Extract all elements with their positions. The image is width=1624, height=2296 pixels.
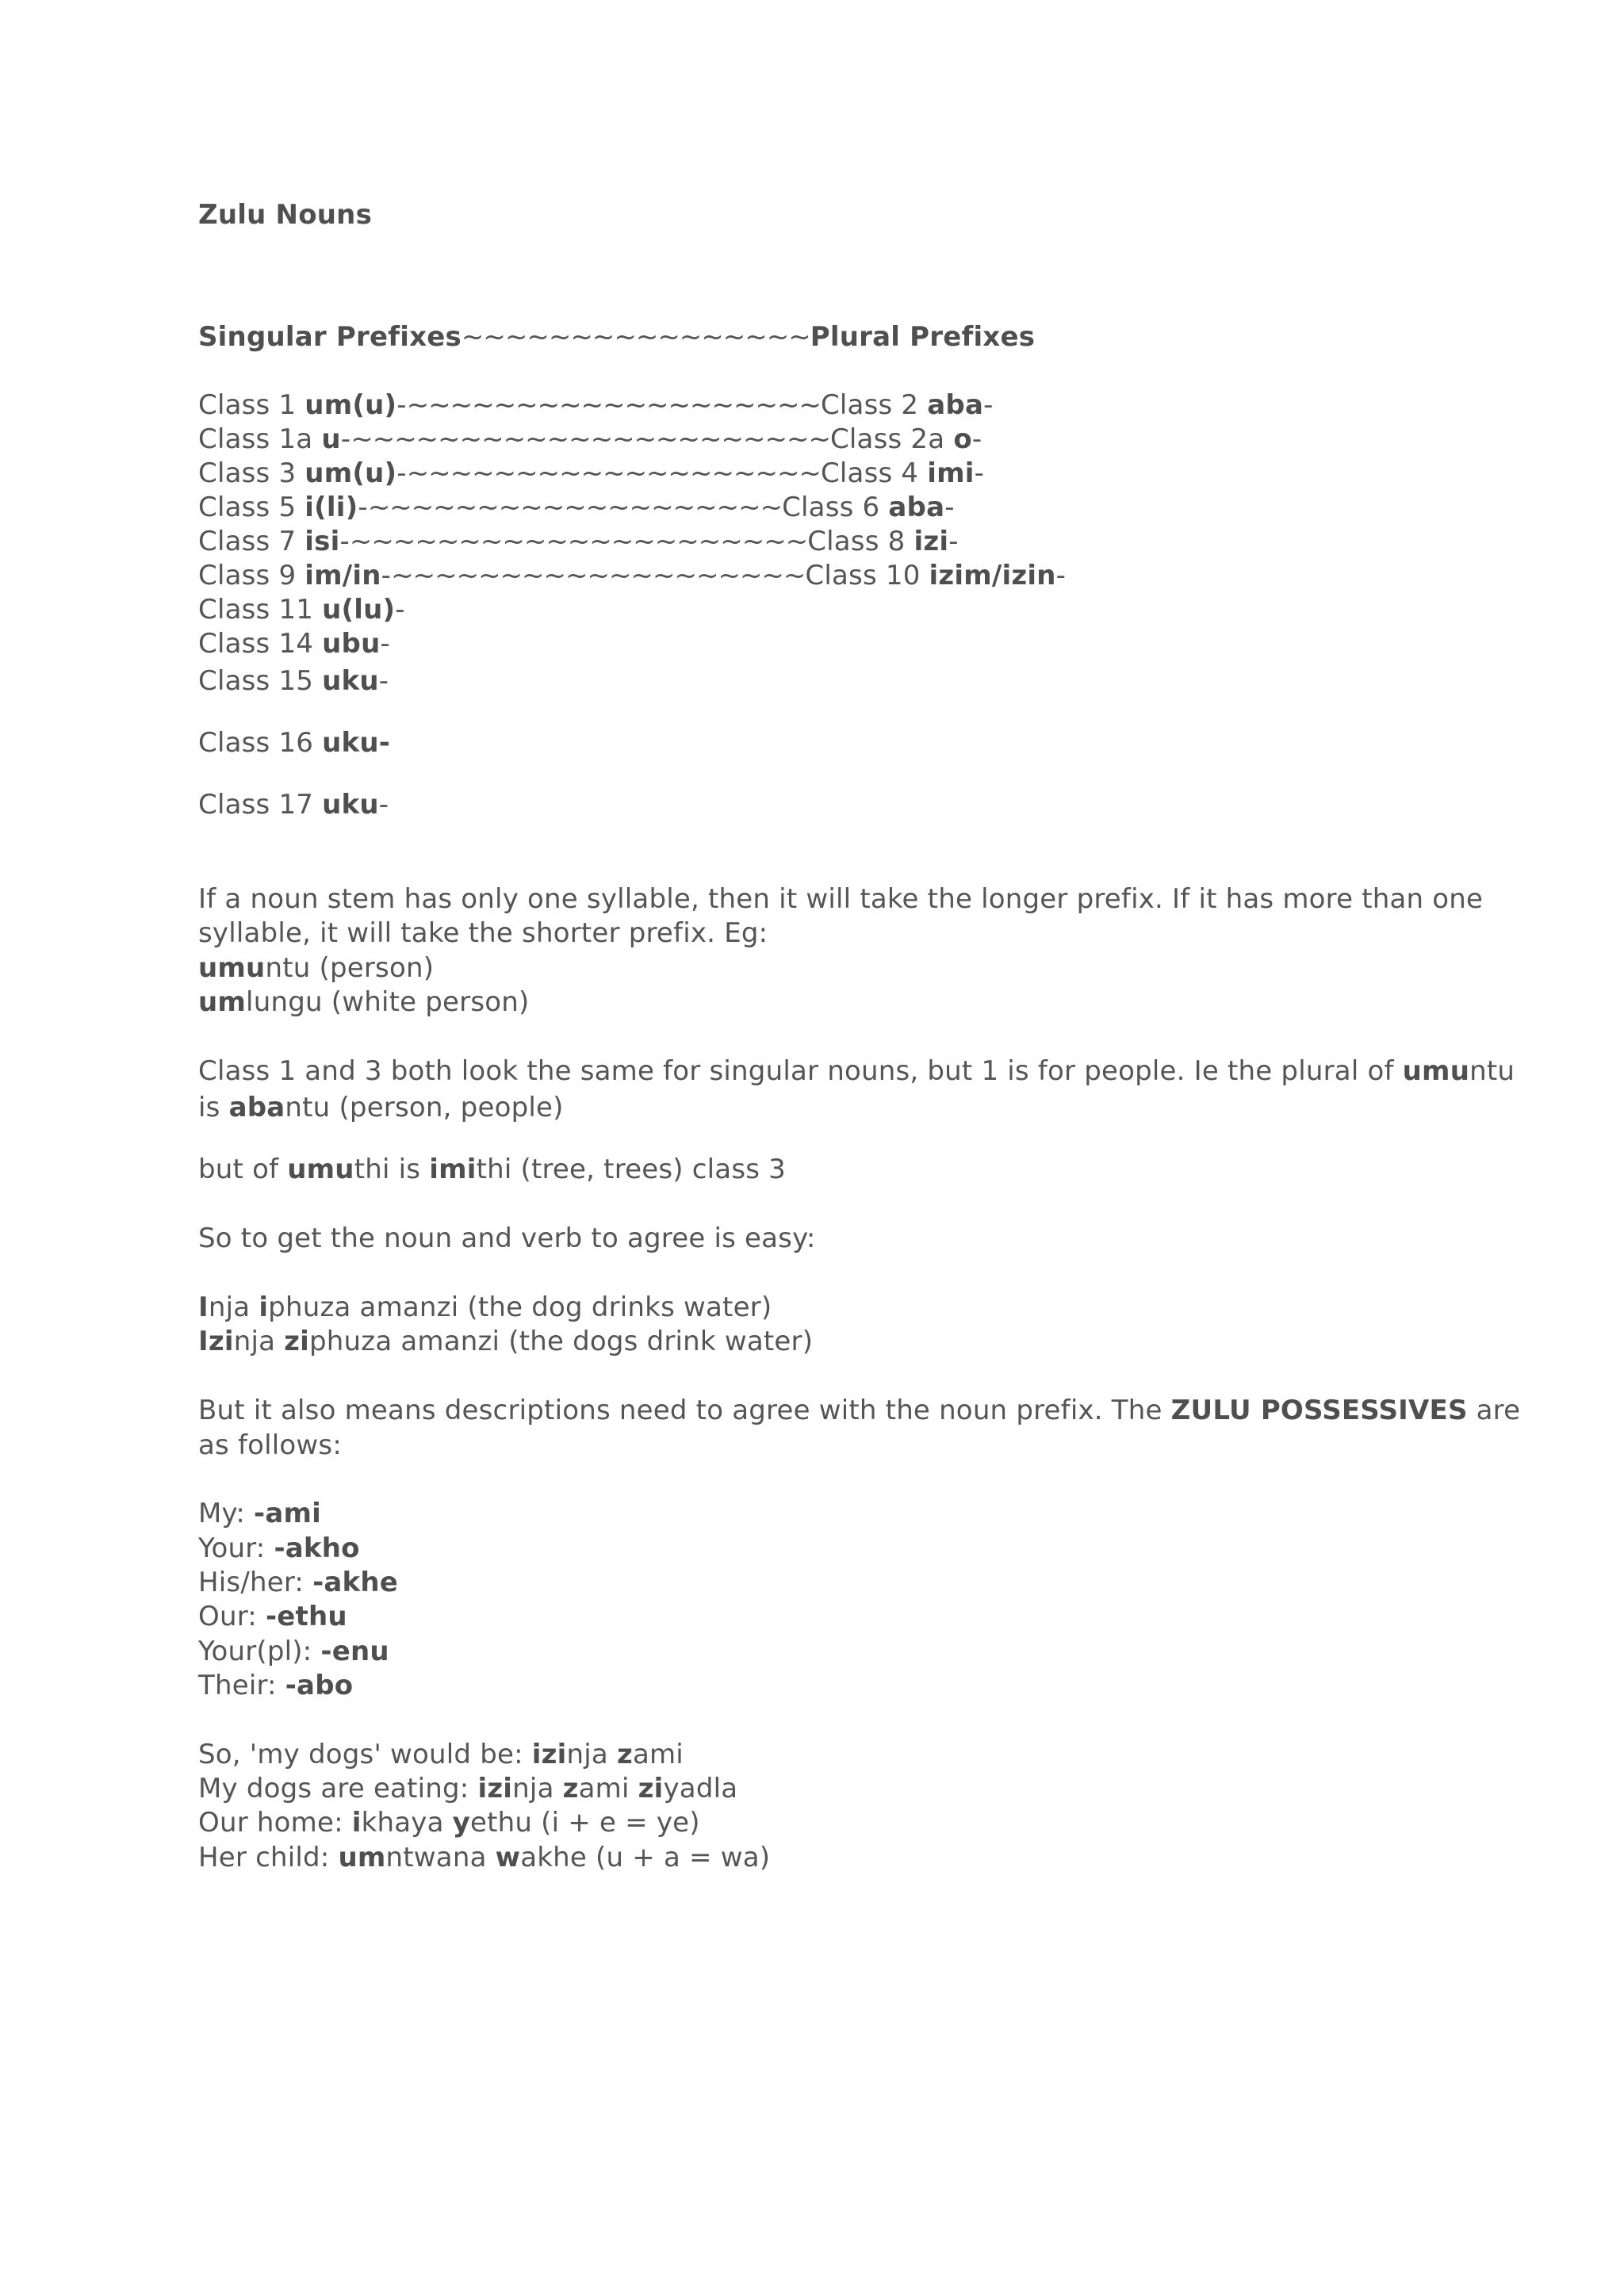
bold-text: aba <box>228 1092 285 1123</box>
possessive-item <box>198 1569 398 1596</box>
text-span: My dogs are eating: <box>198 1773 478 1804</box>
text-span: ~~~~~~~~~~~~~~~~~~~~~ <box>349 526 808 557</box>
text-span: khaya <box>361 1807 453 1839</box>
text-span: Class 5 <box>198 492 305 523</box>
text-span: Class 9 <box>198 560 305 591</box>
bold-text: -enu <box>320 1636 389 1667</box>
paragraph-line: If a noun stem has only one syllable, then it will take the longer prefix. If it has more than one <box>198 883 1484 915</box>
text-span: - <box>1055 560 1067 591</box>
text-span: - <box>974 457 985 489</box>
text-span: nja <box>233 1326 285 1357</box>
text-span: Class 1a <box>198 423 322 455</box>
class-row <box>198 494 955 521</box>
class-row <box>198 789 389 821</box>
class-row <box>198 528 959 555</box>
text-span: lungu (white person) <box>246 986 530 1018</box>
text-span: are <box>1467 1395 1521 1426</box>
class-row <box>198 665 389 697</box>
bold-text: u <box>321 423 341 455</box>
text-span: Our: <box>198 1601 266 1632</box>
text-span: akhe (u + a = wa) <box>520 1842 771 1873</box>
text-span: Class 2a <box>829 423 954 455</box>
text-span: - <box>340 423 351 455</box>
class-row <box>198 389 994 421</box>
text-span: - <box>396 457 407 489</box>
bold-text: -ami <box>254 1498 321 1529</box>
bold-text: aba <box>927 389 984 421</box>
class-row <box>198 594 405 626</box>
text-span: ~~~~~~~~~~~~~~~~~~~ <box>406 457 821 489</box>
bold-text: umu <box>198 952 266 984</box>
usage-example <box>198 1844 770 1871</box>
text-span: is <box>198 1092 229 1123</box>
bold-text: izim/izin <box>929 560 1056 591</box>
text-span: Class 2 <box>820 389 928 421</box>
bold-text: -ethu <box>265 1601 347 1632</box>
paragraph-line <box>198 1397 1520 1424</box>
text-span: Class 15 <box>198 665 323 697</box>
bold-text: w <box>495 1842 521 1873</box>
text-span: ~~~~~~~~~~~~~~~~~~~ <box>367 492 783 523</box>
text-span: Class 10 <box>805 560 929 591</box>
paragraph-line <box>198 1055 1515 1087</box>
text-span: thi (tree, trees) class 3 <box>476 1154 787 1185</box>
text-span: So, 'my dogs' would be: <box>198 1739 532 1770</box>
bold-text: zi <box>638 1773 664 1804</box>
bold-text: Izi <box>198 1326 234 1357</box>
bold-text: izi <box>477 1773 513 1804</box>
text-span: Your(pl): <box>198 1636 321 1667</box>
text-span: nja <box>208 1292 259 1323</box>
document-page <box>198 0 1521 2296</box>
text-span: ntu (person) <box>265 952 435 984</box>
bold-text: uku <box>322 789 379 821</box>
bold-text: i <box>259 1292 269 1323</box>
text-span: phuza amanzi (the dog drinks water) <box>268 1292 772 1323</box>
bold-text: um <box>198 986 247 1018</box>
text-span: but of <box>198 1154 288 1185</box>
paragraph-line: syllable, it will take the shorter prefix. Eg: <box>198 917 768 949</box>
text-span: ntu <box>1469 1055 1515 1087</box>
bold-text: aba <box>888 492 945 523</box>
example-line <box>198 952 435 984</box>
bold-text: z <box>616 1739 633 1770</box>
class-row <box>198 628 390 660</box>
text-span: Class 16 <box>198 727 323 759</box>
bold-text: imi <box>927 457 975 489</box>
bold-text: izi <box>914 526 949 557</box>
text-span: - <box>944 492 955 523</box>
possessive-item <box>198 1535 360 1562</box>
bold-text: ZULU POSSESSIVES <box>1170 1395 1468 1426</box>
text-span: Her child: <box>198 1842 339 1873</box>
bold-text: I <box>198 1292 209 1323</box>
text-span: Class 1 and 3 both look the same for singular nouns, but 1 is for people. Ie the plural of <box>198 1055 1403 1087</box>
bold-text: -akho <box>274 1533 360 1564</box>
text-span: His/her: <box>198 1567 313 1598</box>
text-span: thi is <box>354 1154 430 1185</box>
text-span: My: <box>198 1498 255 1529</box>
bold-text: y <box>452 1807 471 1839</box>
text-span: ami <box>578 1773 638 1804</box>
agreement-example <box>198 1294 772 1321</box>
text-span: - <box>378 789 389 821</box>
text-span: - <box>358 492 368 523</box>
agreement-example <box>198 1328 813 1355</box>
bold-text: -abo <box>285 1670 354 1701</box>
paragraph-line <box>198 1094 564 1121</box>
paragraph-line: So to get the noun and verb to agree is easy: <box>198 1223 816 1254</box>
paragraph-line: as follows: <box>198 1429 342 1461</box>
possessive-item <box>198 1500 321 1527</box>
bold-text: um <box>338 1842 386 1873</box>
text-span: ~~~~~~~~~~~~~~~~~~~~~~ <box>350 423 830 455</box>
class-row <box>198 457 985 489</box>
bold-text: um(u) <box>304 389 397 421</box>
bold-text: umu <box>287 1154 354 1185</box>
bold-text: umu <box>1402 1055 1470 1087</box>
text-span: Class 6 <box>782 492 889 523</box>
text-span: Class 8 <box>807 526 914 557</box>
example-line <box>198 986 530 1018</box>
text-span: Class 4 <box>820 457 928 489</box>
page-title <box>198 199 373 231</box>
text-span: Class 17 <box>198 789 323 821</box>
text-span: Your: <box>198 1533 274 1564</box>
prefix-header <box>198 321 1036 353</box>
bold-text: z <box>562 1773 579 1804</box>
bold-text: isi <box>304 526 340 557</box>
possessive-item <box>198 1603 347 1630</box>
plural-header: Plural Prefixes <box>810 321 1036 353</box>
text-span: Class 1 <box>198 389 305 421</box>
text-span: - <box>948 526 959 557</box>
bold-text: uku- <box>322 727 391 759</box>
bold-text: izi <box>531 1739 567 1770</box>
header-separator: ~~~~~~~~~~~~~~~~ <box>461 321 810 353</box>
text-span: But it also means descriptions need to agree with the noun prefix. The <box>198 1395 1171 1426</box>
class-row <box>198 423 982 455</box>
bold-text: o <box>953 423 972 455</box>
text-span: Class 14 <box>198 628 323 660</box>
text-span: ~~~~~~~~~~~~~~~~~~~ <box>391 560 806 591</box>
text-span: Their: <box>198 1670 285 1701</box>
bold-text: ubu <box>322 628 381 660</box>
text-span: ntwana <box>385 1842 496 1873</box>
bold-text: u(lu) <box>322 594 396 626</box>
text-span: Our home: <box>198 1807 352 1839</box>
text-span: - <box>381 560 392 591</box>
usage-example <box>198 1741 684 1768</box>
text-span: - <box>983 389 994 421</box>
text-span: yadla <box>663 1773 738 1804</box>
text-span: ethu (i + e = ye) <box>470 1807 700 1839</box>
text-span: nja <box>512 1773 563 1804</box>
bold-text: -akhe <box>312 1567 399 1598</box>
text-span: - <box>380 628 390 660</box>
singular-header: Singular Prefixes <box>198 321 462 353</box>
text-span: - <box>395 594 405 626</box>
usage-example <box>198 1807 700 1839</box>
possessive-item <box>198 1672 353 1699</box>
bold-text: im/in <box>304 560 381 591</box>
text-span: - <box>396 389 407 421</box>
text-span: Class 3 <box>198 457 305 489</box>
text-span: Class 7 <box>198 526 305 557</box>
text-span: Class 11 <box>198 594 323 626</box>
possessive-item <box>198 1638 389 1665</box>
text-span: ami <box>632 1739 684 1770</box>
text-span: nja <box>566 1739 617 1770</box>
text-span: ntu (person, people) <box>285 1092 564 1123</box>
class-row <box>198 562 1066 589</box>
bold-text: i(li) <box>304 492 358 523</box>
class-row <box>198 727 391 759</box>
paragraph-line <box>198 1156 786 1183</box>
bold-text: i <box>351 1807 362 1839</box>
text-span: - <box>339 526 350 557</box>
usage-example <box>198 1775 737 1802</box>
bold-text: um(u) <box>304 457 397 489</box>
text-span: - <box>378 665 389 697</box>
bold-text: imi <box>429 1154 477 1185</box>
bold-text: zi <box>284 1326 309 1357</box>
bold-text: uku <box>322 665 379 697</box>
text-span: ~~~~~~~~~~~~~~~~~~~ <box>406 389 821 421</box>
text-span: - <box>971 423 982 455</box>
bold-text: Zulu Nouns <box>198 199 373 231</box>
text-span: phuza amanzi (the dogs drink water) <box>309 1326 814 1357</box>
